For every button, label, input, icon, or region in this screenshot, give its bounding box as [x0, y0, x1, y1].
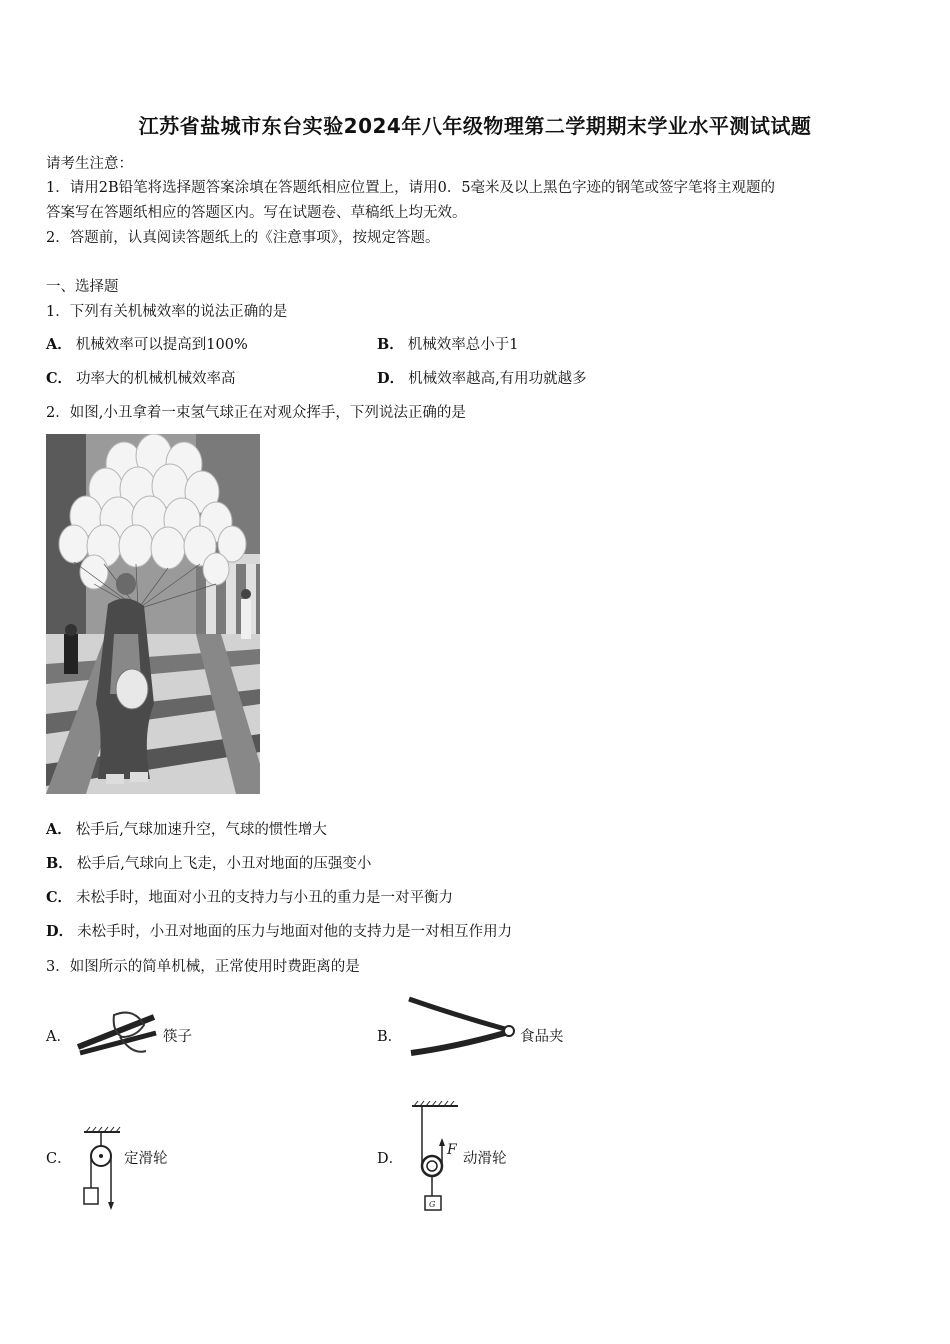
force-label: F [447, 1142, 457, 1158]
notice-item-2: 2．答题前，认真阅读答题纸上的《注意事项》，按规定答题。 [46, 230, 440, 246]
q1-option-b: B． 机械效率总小于1 [377, 336, 519, 353]
section-heading: 一、选择题 [46, 279, 119, 295]
q2-option-c: C． 未松手时，地面对小丑的支持力与小丑的重力是一对平衡力 [46, 889, 454, 906]
q3-option-d-label: 动滑轮 [463, 1151, 507, 1167]
q2-option-b: B． 松手后,气球向上飞走，小丑对地面的压强变小 [46, 855, 372, 872]
q2-option-a: A． 松手后,气球加速升空，气球的惯性增大 [46, 821, 327, 838]
q1-option-a: A． 机械效率可以提高到100% [46, 336, 248, 353]
q3-option-b-letter: B． [377, 1029, 403, 1045]
notice-heading: 请考生注意： [46, 156, 133, 172]
q3-option-c-label: 定滑轮 [124, 1151, 168, 1167]
q3-option-b-label: 食品夹 [520, 1029, 564, 1045]
chopsticks-icon [74, 1007, 160, 1063]
notice-item-1-line-2: 答案写在答题纸相应的答题区内。写在试题卷、草稿纸上均无效。 [46, 205, 467, 221]
q3-option-c-letter: C． [46, 1151, 72, 1167]
clown-balloons-photo [46, 434, 260, 794]
fixed-pulley-icon [80, 1126, 122, 1216]
question-1-stem: 1．下列有关机械效率的说法正确的是 [46, 304, 288, 320]
food-tongs-icon [405, 995, 517, 1061]
weight-label: G [429, 1200, 436, 1209]
question-3-stem: 3．如图所示的简单机械，正常使用时费距离的是 [46, 959, 360, 975]
q3-option-a-label: 筷子 [163, 1029, 192, 1045]
question-2-stem: 2．如图,小丑拿着一束氢气球正在对观众挥手，下列说法正确的是 [46, 405, 466, 421]
q3-option-d-letter: D． [377, 1151, 404, 1167]
movable-pulley-icon [408, 1100, 464, 1220]
notice-item-1-line-1: 1．请用2B铅笔将选择题答案涂填在答题纸相应位置上，请用0．5毫米及以上黑色字迹的钢笔或签字笔将主观题的 [46, 180, 776, 196]
q2-option-d: D． 未松手时，小丑对地面的压力与地面对他的支持力是一对相互作用力 [46, 923, 513, 940]
q1-option-c: C． 功率大的机械机械效率高 [46, 370, 236, 387]
exam-title: 江苏省盐城市东台实验2024年八年级物理第二学期期末学业水平测试试题 [138, 114, 812, 138]
q3-option-a-letter: A． [46, 1029, 71, 1045]
q1-option-d: D． 机械效率越高,有用功就越多 [377, 370, 587, 387]
